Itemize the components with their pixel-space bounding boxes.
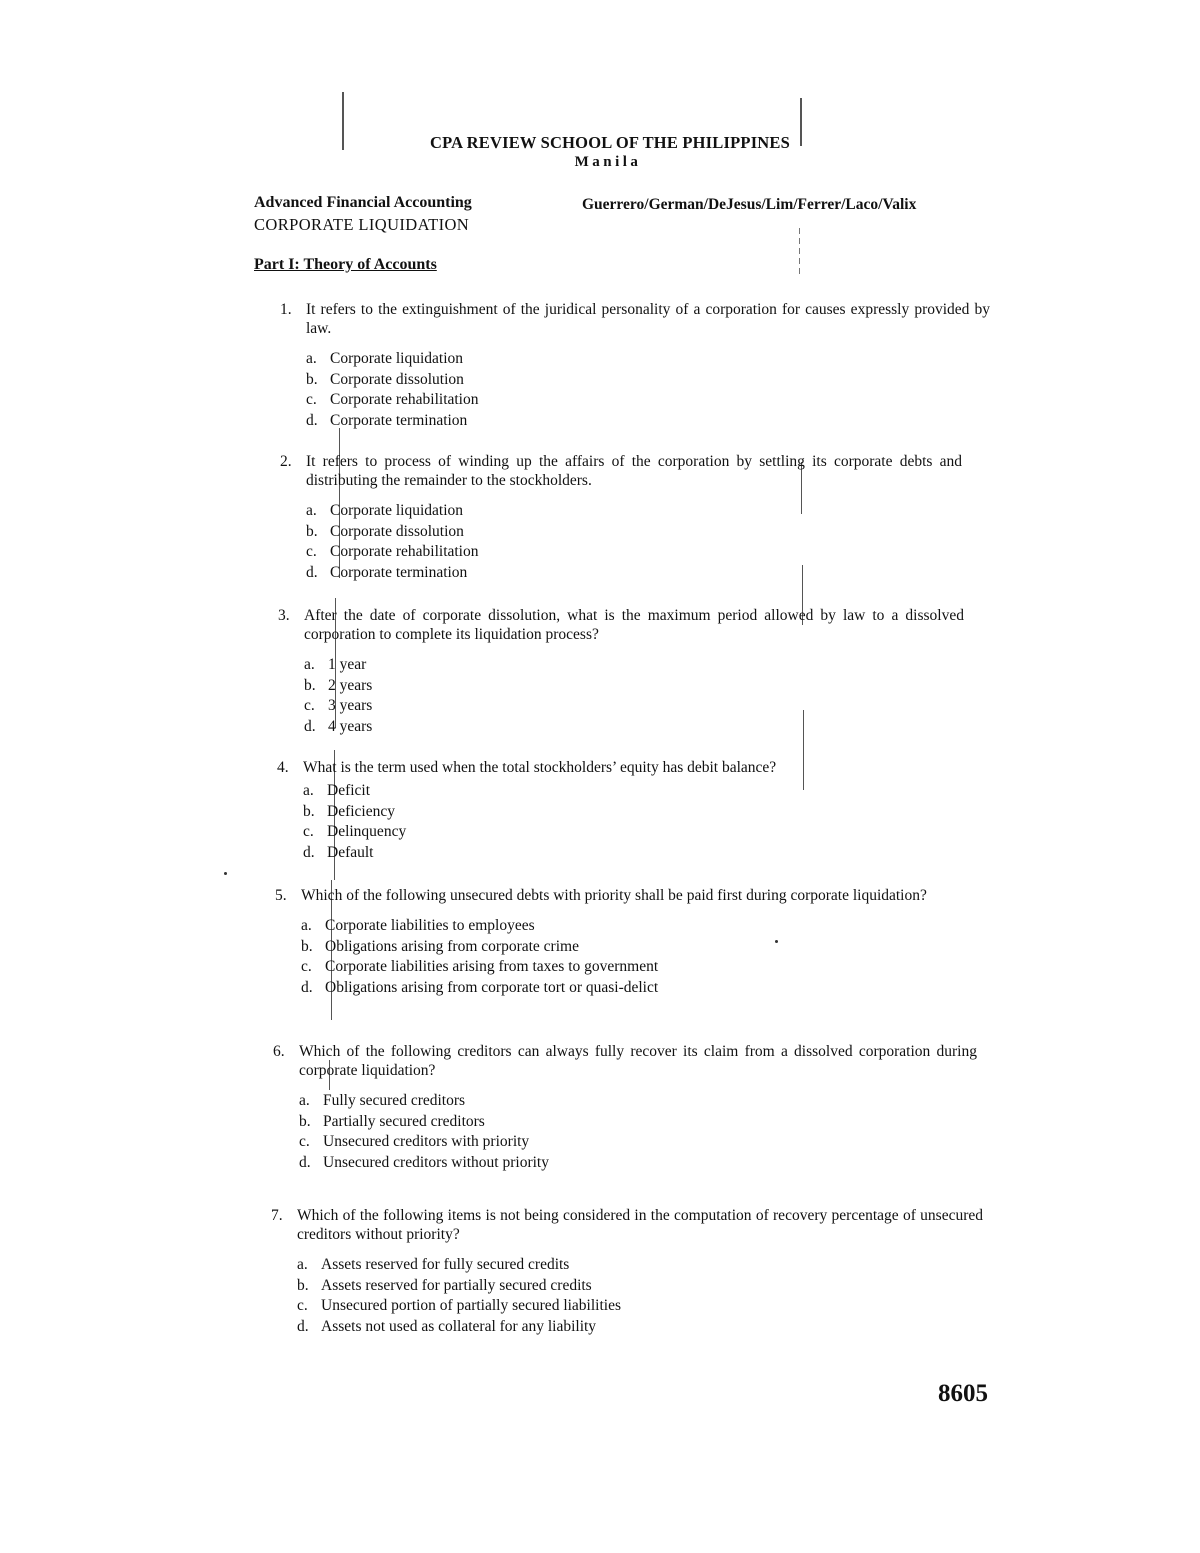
option-item <box>306 390 990 411</box>
option-letter: c. <box>301 958 312 975</box>
option-text: 1 year <box>328 656 367 673</box>
page-number: 8605 <box>938 1380 988 1407</box>
option-letter: c. <box>303 823 314 840</box>
scan-speck <box>224 872 227 875</box>
question-text: Which of the following creditors can always fully recover its claim from a dissolved corporation during corporate liquidation? <box>299 1043 977 1079</box>
option-text: Fully secured creditors <box>323 1092 466 1109</box>
question-number: 2. <box>280 453 292 470</box>
option-letter: c. <box>306 543 317 560</box>
option-letter: d. <box>306 411 318 429</box>
question-number: 3. <box>278 607 290 624</box>
option-letter: a. <box>297 1256 308 1273</box>
option-item <box>303 802 967 823</box>
option-letter: b. <box>303 802 315 820</box>
question-3 <box>278 606 964 737</box>
option-letter: b. <box>304 676 316 694</box>
authors-line: Guerrero/German/DeJesus/Lim/Ferrer/Laco/Valix <box>582 196 917 213</box>
question-text: It refers to the extinguishment of the juridical personality of a corporation for causes expressly provided by law. <box>306 301 990 337</box>
option-item <box>306 542 962 563</box>
option-letter: b. <box>299 1112 311 1130</box>
option-text: Obligations arising from corporate tort or quasi-delict <box>325 978 659 996</box>
option-item <box>303 781 967 802</box>
option-item <box>301 957 971 978</box>
option-letter: a. <box>299 1092 310 1109</box>
option-list <box>303 781 967 863</box>
option-text: Corporate liquidation <box>330 350 464 367</box>
question-text: Which of the following unsecured debts with priority shall be paid first during corporate liquidation? <box>301 887 927 904</box>
option-letter: d. <box>301 978 313 996</box>
option-text: Corporate termination <box>330 411 468 429</box>
option-text: Deficiency <box>327 802 395 820</box>
course-title: Advanced Financial Accounting <box>254 194 472 211</box>
option-item <box>299 1132 977 1153</box>
option-item <box>306 501 962 522</box>
question-number: 7. <box>271 1207 283 1224</box>
option-item <box>297 1276 983 1297</box>
question-text: It refers to process of winding up the affairs of the corporation by settling its corporate debts and distributing the remainder to the stockholders. <box>306 453 962 489</box>
option-text: 3 years <box>328 697 373 714</box>
option-letter: a. <box>306 502 317 519</box>
question-text: After the date of corporate dissolution, what is the maximum period allowed by law to a dissolved corporation to complete its liquidation process? <box>304 607 964 643</box>
option-item <box>303 822 967 843</box>
question-6 <box>273 1042 977 1173</box>
option-letter: a. <box>304 656 315 673</box>
option-letter: d. <box>303 843 315 861</box>
option-text: Delinquency <box>327 823 407 840</box>
option-text: Corporate rehabilitation <box>330 543 479 560</box>
option-text: Corporate dissolution <box>330 370 464 388</box>
option-letter: b. <box>306 522 318 540</box>
school-city: Manila <box>574 154 642 170</box>
option-text: Assets reserved for fully secured credits <box>321 1256 570 1273</box>
option-list <box>299 1091 977 1173</box>
question-2 <box>280 452 962 583</box>
option-text: 4 years <box>328 717 373 735</box>
option-item <box>304 696 964 717</box>
option-letter: b. <box>297 1276 309 1294</box>
option-item <box>301 916 971 937</box>
question-4 <box>277 758 967 863</box>
option-list <box>304 655 964 737</box>
option-text: Corporate rehabilitation <box>330 391 479 408</box>
option-text: Default <box>327 843 374 861</box>
option-text: Corporate liabilities arising from taxes to government <box>325 958 659 975</box>
option-text: Assets reserved for partially secured credits <box>321 1276 592 1294</box>
option-letter: b. <box>306 370 318 388</box>
option-text: Unsecured creditors with priority <box>323 1133 530 1150</box>
option-item <box>306 370 990 391</box>
option-item <box>297 1255 983 1276</box>
option-text: Assets not used as collateral for any liability <box>321 1317 597 1335</box>
option-list <box>306 501 962 583</box>
option-letter: c. <box>299 1133 310 1150</box>
topic-title: CORPORATE LIQUIDATION <box>254 215 470 234</box>
option-letter: d. <box>304 717 316 735</box>
option-letter: d. <box>306 563 318 581</box>
option-item <box>306 349 990 370</box>
option-item <box>306 563 962 584</box>
option-letter: a. <box>303 782 314 799</box>
option-text: Corporate dissolution <box>330 522 464 540</box>
option-item <box>301 937 971 958</box>
option-text: Unsecured creditors without priority <box>323 1153 549 1171</box>
option-item <box>297 1296 983 1317</box>
option-list <box>301 916 971 998</box>
option-letter: a. <box>301 917 312 934</box>
option-letter: d. <box>299 1153 311 1171</box>
option-text: Deficit <box>327 782 371 799</box>
option-text: Obligations arising from corporate crime <box>325 937 579 955</box>
option-item <box>297 1317 983 1338</box>
option-letter: c. <box>304 697 315 714</box>
question-number: 4. <box>277 759 289 776</box>
part-title: Part I: Theory of Accounts <box>254 256 437 273</box>
option-item <box>301 978 971 999</box>
option-letter: d. <box>297 1317 309 1335</box>
option-text: Unsecured portion of partially secured liabilities <box>321 1297 622 1314</box>
question-number: 6. <box>273 1043 285 1060</box>
option-text: Partially secured creditors <box>323 1112 485 1130</box>
option-text: Corporate liabilities to employees <box>325 917 535 934</box>
option-item <box>304 655 964 676</box>
option-item <box>306 411 990 432</box>
option-text: 2 years <box>328 676 373 694</box>
option-item <box>303 843 967 864</box>
option-letter: c. <box>297 1297 308 1314</box>
option-item <box>306 522 962 543</box>
option-text: Corporate termination <box>330 563 468 581</box>
question-text: What is the term used when the total stockholders’ equity has debit balance? <box>303 759 777 776</box>
question-1 <box>280 300 990 431</box>
option-item <box>304 676 964 697</box>
option-list <box>306 349 990 431</box>
option-letter: b. <box>301 937 313 955</box>
option-letter: a. <box>306 350 317 367</box>
school-name: CPA REVIEW SCHOOL OF THE PHILIPPINES <box>429 133 791 152</box>
option-letter: c. <box>306 391 317 408</box>
option-item <box>304 717 964 738</box>
scan-artifact-line <box>799 228 800 278</box>
question-text: Which of the following items is not being considered in the computation of recovery percentage of unsecured creditors without priority? <box>297 1207 983 1243</box>
question-number: 5. <box>275 887 287 904</box>
option-text: Corporate liquidation <box>330 502 464 519</box>
option-item <box>299 1112 977 1133</box>
option-item <box>299 1091 977 1112</box>
question-5 <box>275 886 971 998</box>
question-number: 1. <box>280 301 292 318</box>
option-item <box>299 1153 977 1174</box>
question-7 <box>271 1206 983 1337</box>
option-list <box>297 1255 983 1337</box>
